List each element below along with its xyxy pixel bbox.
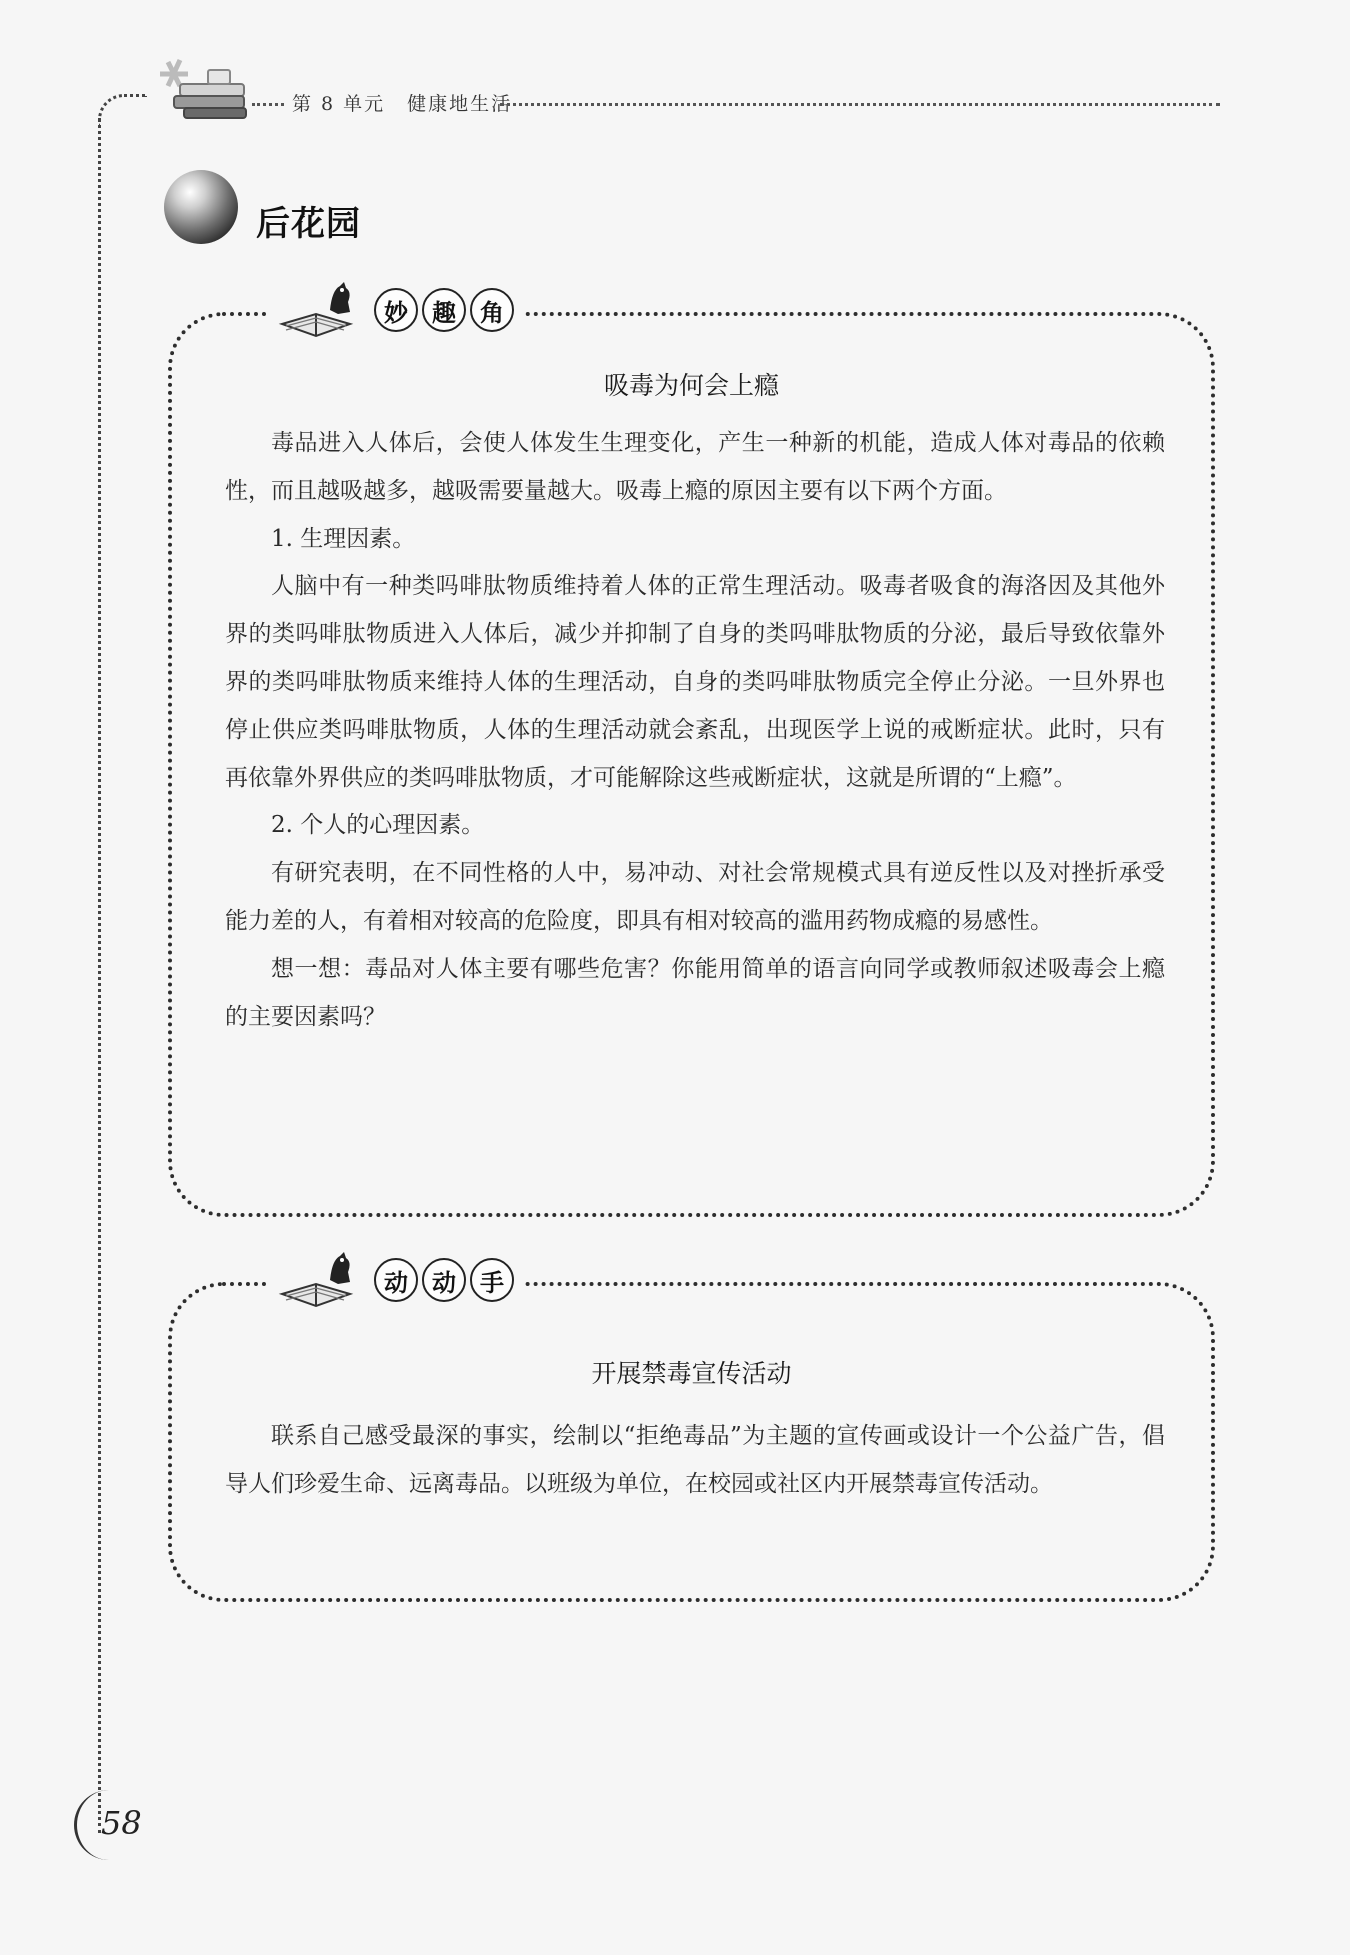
header-title: 健康地生活 bbox=[407, 93, 513, 115]
margin-corner bbox=[98, 94, 147, 127]
header-dotted-rule bbox=[500, 103, 1220, 106]
tag-char: 动 bbox=[374, 1258, 418, 1302]
activity-body bbox=[225, 1413, 1165, 1509]
paragraph: 人脑中有一种类吗啡肽物质维持着人体的正常生理活动。吸毒者吸食的海洛因及其他外界的类吗啡肽物质进入人体后，减少并抑制了自身的类吗啡肽物质的分泌，最后导致依靠外界的类吗啡肽物质来维持人体的生理活动，自身的类吗啡肽物质完全停止分泌。一旦外界也停止供应类吗啡肽物质，人体的生理活动就会紊乱，出现医学上说的戒断症状。此时，只有再依靠外界供应的类吗啡肽物质，才可能解除这些戒断症状，这就是所谓的“上瘾”。 bbox=[225, 573, 1165, 791]
tag-char: 手 bbox=[470, 1258, 514, 1302]
tag-char: 趣 bbox=[422, 288, 466, 332]
open-book-icon bbox=[278, 1250, 368, 1310]
tag-char: 动 bbox=[422, 1258, 466, 1302]
paragraph: 有研究表明，在不同性格的人中，易冲动、对社会常规模式具有逆反性以及对挫折承受能力差的人，有着相对较高的危险度，即具有相对较高的滥用药物成瘾的易感性。 bbox=[225, 860, 1165, 934]
running-header bbox=[292, 89, 512, 116]
open-book-icon bbox=[278, 280, 368, 340]
header-dotted-rule-left bbox=[252, 103, 284, 106]
header-unit: 第 8 单元 bbox=[292, 93, 386, 115]
paragraph: 2. 个人的心理因素。 bbox=[271, 812, 485, 839]
paragraph: 想一想：毒品对人体主要有哪些危害？你能用简单的语言向同学或教师叙述吸毒会上瘾的主要因素吗？ bbox=[225, 955, 1165, 1030]
books-icon bbox=[150, 56, 260, 124]
paragraph: 1. 生理因素。 bbox=[271, 525, 416, 552]
tag-char: 妙 bbox=[374, 288, 418, 332]
section-title: 后花园 bbox=[256, 204, 361, 244]
activity-title: 开展禁毒宣传活动 bbox=[591, 1359, 792, 1388]
page-number: 58 bbox=[101, 1804, 142, 1842]
tag-char: 角 bbox=[470, 288, 514, 332]
article-body bbox=[225, 420, 1165, 1041]
article-title: 吸毒为何会上瘾 bbox=[603, 371, 779, 400]
fun-corner-tag bbox=[268, 280, 524, 340]
hands-on-tag bbox=[268, 1250, 524, 1310]
paragraph: 联系自己感受最深的事实，绘制以“拒绝毒品”为主题的宣传画或设计一个公益广告，倡导人们珍爱生命、远离毒品。以班级为单位，在校园或社区内开展禁毒宣传活动。 bbox=[225, 1423, 1165, 1497]
paragraph: 毒品进入人体后，会使人体发生生理变化，产生一种新的机能，造成人体对毒品的依赖性，而且越吸越多，越吸需要量越大。吸毒上瘾的原因主要有以下两个方面。 bbox=[225, 430, 1165, 504]
left-margin-dotted-line bbox=[98, 118, 101, 1833]
sphere-icon bbox=[164, 170, 238, 244]
page-number-tab bbox=[74, 1790, 164, 1860]
